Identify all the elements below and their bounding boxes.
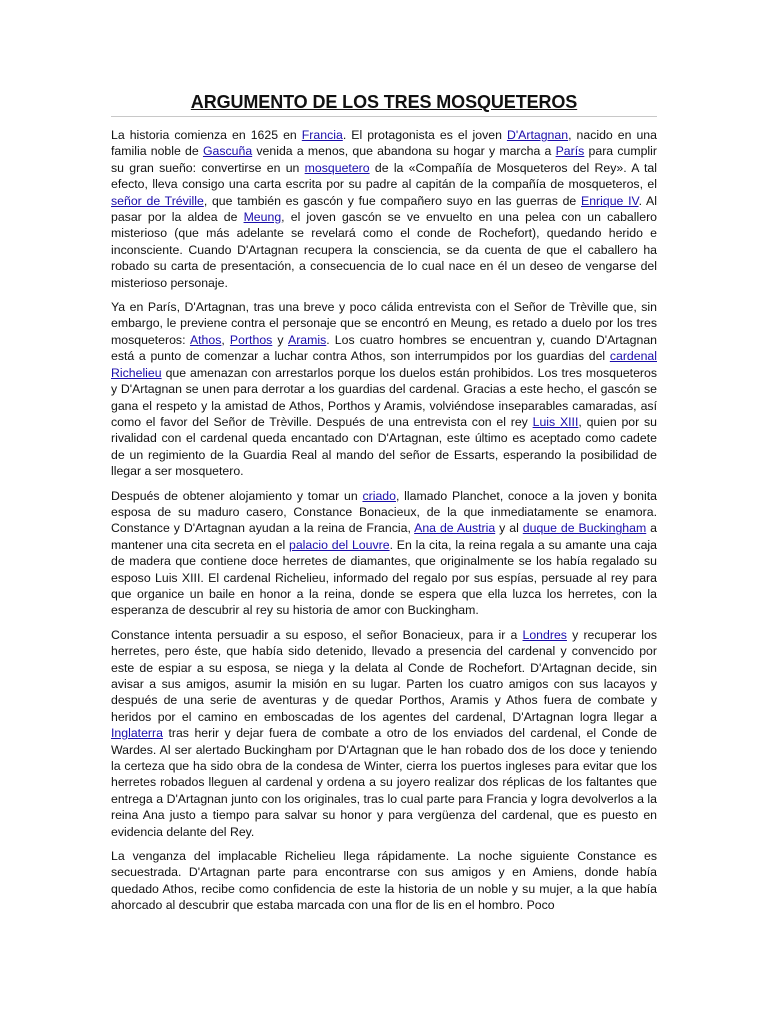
paragraph [111,488,657,619]
text-run: de la «Compañía de Mosqueteros del Rey». A tal efecto, lleva consigo una carta escrita por su padre al capitán de la compañía de mosqueteros, el [111,160,657,192]
text-link[interactable]: Ana de Austria [414,521,496,536]
text-run: Ya en París, D'Artagnan, tras una breve y poco cálida entrevista con el Señor de Trèville que, sin embargo, le previene contra el personaje que se encontró en Meung, es retado a duelo por los tres mosqueteros: [111,300,657,347]
document-title: ARGUMENTO DE LOS TRES MOSQUETEROS [111,92,657,117]
text-link[interactable]: cardenal Richelieu [111,349,657,380]
text-run: La venganza del implacable Richelieu llega rápidamente. La noche siguiente Constance es secuestrada. D'Artagnan parte para encontrarse con sus amigos y en Amiens, donde había quedado Athos, recibe como confidencia de este la historia de un noble y su mujer, a la que había ahorcado al descubrir que estaba marcada con una flor de lis en el hombro. Poco [111,849,657,913]
text-run: , nacido en una familia noble de [111,128,657,159]
text-run: para cumplir su gran sueño: convertirse en un [111,144,657,175]
text-run: y [272,332,288,347]
text-run: , llamado Planchet, conoce a la joven y bonita esposa de su maduro casero, Constance Bonacieux, de la que inmediatamente se enamora. Constance y D'Artagnan ayudan a la reina de Francia, [111,488,657,536]
text-link[interactable]: Aramis [288,332,327,347]
paragraph [111,848,657,914]
text-run: , quien por su rivalidad con el cardenal queda encantado con D'Artagnan, este último es aceptado como cadete de un regimiento de la Guardia Real al mando del señor de Essarts, esperando la posibilidad de llegar a ser mosquetero. [111,414,657,479]
text-link[interactable]: palacio del Louvre [288,537,390,552]
text-link[interactable]: duque de Buckingham [522,521,647,536]
text-run: . Al pasar por la aldea de [111,193,657,225]
paragraph [111,299,657,479]
text-run: Después de obtener alojamiento y tomar un [111,488,363,503]
text-link[interactable]: París [555,144,585,159]
paragraph [111,627,657,840]
text-link[interactable]: Inglaterra [111,726,163,741]
text-run: . En la cita, la reina regala a su amante una caja de madera que contiene doce herretes de diamantes, que originalmente se los había regalado su esposo Luis XIII. El cardenal Richelieu, informado del regalo por sus espías, persuade al rey para que organice un baile en honor a la reina, donde se espera que ella luzca los herretes, con la esperanza de descubrir al rey su historia de amor con Buckingham. [111,537,657,618]
text-link[interactable]: criado [362,488,396,503]
text-link[interactable]: Gascuña [202,144,253,159]
text-link[interactable]: Francia [301,128,343,142]
text-link[interactable]: Londres [522,627,567,642]
text-run: y recuperar los herretes, pero éste, que había sido detenido, llevado a presencia del cardenal y convencido por este de espiar a su esposa, se niega y la delata al Conde de Rochefort. D'Artagnan decide, sin avisar a sus amigos, asumir la misión en su lugar. Parten los cuatro amigos con sus lacayos y después de una serie de aventuras y de quedar Porthos, Aramis y Athos fuera de combate y heridos por el camino en emboscadas de los agentes del cardenal, D'Artagnan logra llegar a [111,627,657,724]
text-link[interactable]: señor de Tréville [111,193,204,208]
text-link[interactable]: D'Artagnan [506,128,569,142]
text-run: . Los cuatro hombres se encuentran y, cuando D'Artagnan está a punto de comenzar a luchar contra Athos, son interrumpidos por los guardias del [111,332,658,364]
text-link[interactable]: Porthos [229,332,273,347]
text-link[interactable]: Enrique IV [581,193,639,208]
text-link[interactable]: Meung [243,210,282,225]
text-link[interactable]: Luis XIII [532,414,579,429]
text-link[interactable]: mosquetero [304,160,370,175]
paragraph [111,127,657,291]
text-run: Constance intenta persuadir a su esposo, el señor Bonacieux, para ir a [111,627,523,642]
text-run: y al [495,521,523,536]
text-run: La historia comienza en 1625 en [111,128,302,142]
text-run: que amenazan con arrestarlos porque los duelos están prohibidos. Los tres mosqueteros y D'Artagnan se unen para derrotar a los guardias del cardenal. Gracias a este hecho, el gascón se gana el respeto y la amistad de Athos, Porthos y Aramis, volviéndose inseparables camaradas, así como el favor del Señor de Trèville. Después de una entrevista con el rey [111,365,657,429]
text-run: , que también es gascón y fue compañero suyo en las guerras de [203,193,581,208]
document-body [111,127,657,914]
text-link[interactable]: Athos [189,332,222,347]
text-run: , el joven gascón se ve envuelto en una pelea con un caballero misterioso (que más adelante se revelará como el conde de Rochefort), quedando herido e inconsciente. Cuando D'Artagnan recupera la consciencia, se da cuenta de que el caballero ha robado su carta de presentación, a consecuencia de lo cual nace en él un deseo de vengarse del misterioso personaje. [111,210,657,290]
text-run: a mantener una cita secreta en el [111,521,658,552]
text-run: tras herir y dejar fuera de combate a otro de los enviados del cardenal, el Conde de Wardes. Al ser alertado Buckingham por D'Artagnan que le han robado dos de los doce y teniendo la certeza que ha sido obra de la condesa de Winter, cierra los puertos ingleses para evitar que los herretes robados lleguen al cardenal y ordena a su joyero realizar dos réplicas de los faltantes que entrega a D'Artagnan junto con los originales, tras lo cual parte para Francia y logra devolverlos a la reina Ana justo a tiempo para salvar su honor y para vergüenza del cardenal, que es puesto en evidencia delante del Rey. [111,726,657,839]
text-run: . El protagonista es el joven [342,128,507,142]
text-run: , [221,332,230,347]
text-run: venida a menos, que abandona su hogar y marcha a [252,144,556,159]
